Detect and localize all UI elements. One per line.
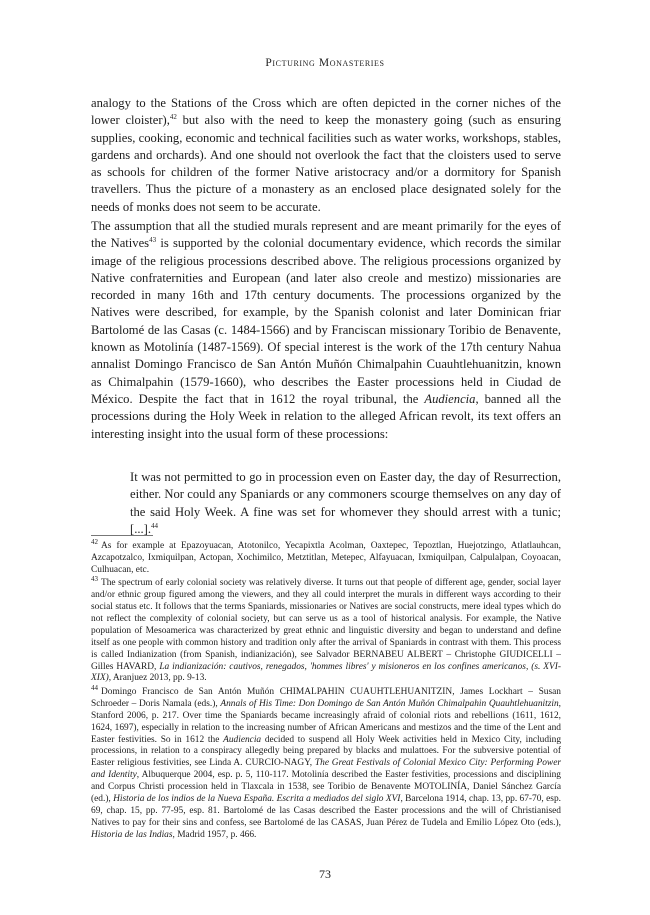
- footnote-number: 44: [91, 683, 98, 692]
- text-run: , Aranjuez 2013, pp. 9-13.: [108, 673, 207, 684]
- text-run: , Albuquerque 2004, esp. p. 5, 110-117. Motolinía described the Easter festivities, processions and disciplining and Corpus Christi procession held in Tlaxcala in 1538, see Toribio de Benavente MOTOLINÍA, Daniel Sánchez García (ed.),: [91, 770, 561, 805]
- page-number: 73: [319, 867, 331, 881]
- footnote-reference: 43: [149, 236, 157, 245]
- footnote-number: 43: [91, 575, 98, 584]
- footnote-text: [91, 541, 561, 575]
- footnote-42: [91, 537, 561, 577]
- text-run: decided to suspend all Holy Week activities held in Mexico City, including processions, in relation to a conspiracy allegedly being prepared by blacks and mulattoes. For the subversive potential of Easter religious festivities, see Linda A. CURCIO-NAGY,: [91, 734, 562, 769]
- italic-text: The Great Festivals of Colonial Mexico City: Performing Power and Identity: [91, 758, 561, 781]
- text-run: The assumption that all the studied murals represent and are meant primarily for the eyes of the Natives: [91, 219, 561, 251]
- italic-text: La indianización: cautivos, renegados, 'hommes libres' y misioneros en los confines americanos, (s. XVI-XIX): [91, 661, 561, 684]
- footnote-text: [91, 578, 561, 683]
- italic-text: Audiencia: [424, 391, 476, 406]
- running-head: Picturing Monasteries: [265, 57, 385, 69]
- footnote-separator: [91, 535, 153, 536]
- italic-text: Historia de los indios de la Nueva España. Escrita a mediados del siglo XVI: [113, 794, 401, 805]
- text-run: analogy to the Stations of the Cross which are often depicted in the corner niches of the lower cloister),: [91, 96, 561, 128]
- body-paragraph-1: [91, 95, 561, 216]
- text-run: As for example at Epazoyuacan, Atotonilco, Yecapixtla Acolman, Oaxtepec, Tepoztlan, Huejotzingo, Atlatlauhcan, Azcapotzalco, Ixmiquilpan, Actopan, Xochimilco, Metztitlan, Metepec, Alfayuacan, Ixmiquilpan, Calpulalpan, Coyoacan, Culhuacan, etc.: [91, 541, 561, 575]
- footnotes: [91, 537, 562, 843]
- text-run: , Stanford 2006, p. 217. Over time the Spaniards became increasingly afraid of colonial riots and rebellions (1611, 1612, 1624, 1697), especially in relation to the increasing number of African Americans and mestizos and the time of the Lent and Easter festivities. So in 1612 the: [91, 698, 561, 745]
- italic-text: Annals of His Time: Don Domingo de San Antón Muñón Chimalpahin Quauhtlehuanitzin: [220, 698, 559, 709]
- text-run: is supported by the colonial documentary evidence, which records the similar image of the religious processions described above. The religious processions organized by Native confraternities and European (and later also creole and mestizo) missionaries are recorded in many 16th and 17th century documents. The processions organized by the Natives were described, for example, by the Spanish colonist and later Dominican friar Bartolomé de las Casas (c. 1484-1566) and by Franciscan missionary Toribio de Benavente, known as Motolinía (1487-1569). Of special interest is the work of the 17th century Nahua annalist Domingo Francisco de San Antón Muñón Chimalpahin Cuauhtlehuanitzin, known as Chimalpahin (1579-1660), who describes the Easter processions held in Ciudad de México. Despite the fact that in 1612 the royal tribunal, the: [91, 236, 561, 406]
- footnote-reference: 42: [169, 113, 177, 122]
- text-run: Domingo Francisco de San Antón Muñón CHIMALPAHIN CUAUHTLEHUANITZIN, James Lockhart – Susan Schroeder – Doris Namala (eds.),: [91, 686, 561, 709]
- footnote-text: [91, 687, 561, 840]
- block-quote: [130, 469, 561, 538]
- footnote-reference: 44: [150, 521, 158, 530]
- italic-text: Historia de las Indias: [91, 829, 173, 840]
- body-paragraph-2: [91, 218, 561, 443]
- text-run: It was not permitted to go in procession even on Easter day, the day of Resurrection, either. Nor could any Spaniards or any commoners scourge themselves on any day of the said Holy Week. A fine was set for whomever they should arrest with a tunic; [...].: [130, 470, 561, 536]
- italic-text: Audiencia: [223, 734, 262, 745]
- text-run: The spectrum of early colonial society was relatively diverse. It turns out that people of different age, gender, social layer and/or ethnic group figured among the viewers, and they all could interpret the murals in different ways according to their social status etc. It follows that the terms Spaniards, missionaries or Natives are social constructs, mere ideal types which do not reflect the complexity of colonial society, but can serve us as a tool of historical analysis. For example, the Native population of Mesoamerica was characterized by great ethnic and linguistic diversity and began to understand and define itself as one people with common history and tradition only after the arrival of Spaniards in contrast with them. This process is called Indianization (from Spanish, indianización), see Salvador BERNABEU ALBERT – Christophe GIUDICELLI – Gilles HAVARD,: [91, 578, 561, 672]
- footnote-number: 42: [91, 537, 98, 546]
- text-run: , Barcelona 1914, chap. 13, pp. 67-70, esp. 69, chap. 15, pp. 77-95, esp. 81. Bartolomé de las Casas described the Easter processions and the will of Christianised Natives to pay for their sins and confess, see Bartolomé de las CASAS, Juan Pérez de Tudela and Emilio López Oto (eds.),: [91, 794, 561, 828]
- text-run: , Madrid 1957, p. 466.: [172, 829, 257, 840]
- text-run: but also with the need to keep the monastery going (such as ensuring supplies, cooking, economic and technical facilities such as water works, workshops, stables, gardens and orchards). And one should not overlook the fact that the cloisters used to serve as schools for children of the former Native aristocracy and/or a dormitory for Spanish travellers. Thus the picture of a monastery as an enclosed place designated solely for the needs of monks does not seem to be accurate.: [91, 113, 561, 214]
- footnote-44: [91, 683, 562, 842]
- text-run: , banned all the processions during the Holy Week in relation to the alleged African revolt, its text offers an interesting insight into the usual form of these processions:: [91, 391, 561, 441]
- footnote-43: [91, 575, 561, 685]
